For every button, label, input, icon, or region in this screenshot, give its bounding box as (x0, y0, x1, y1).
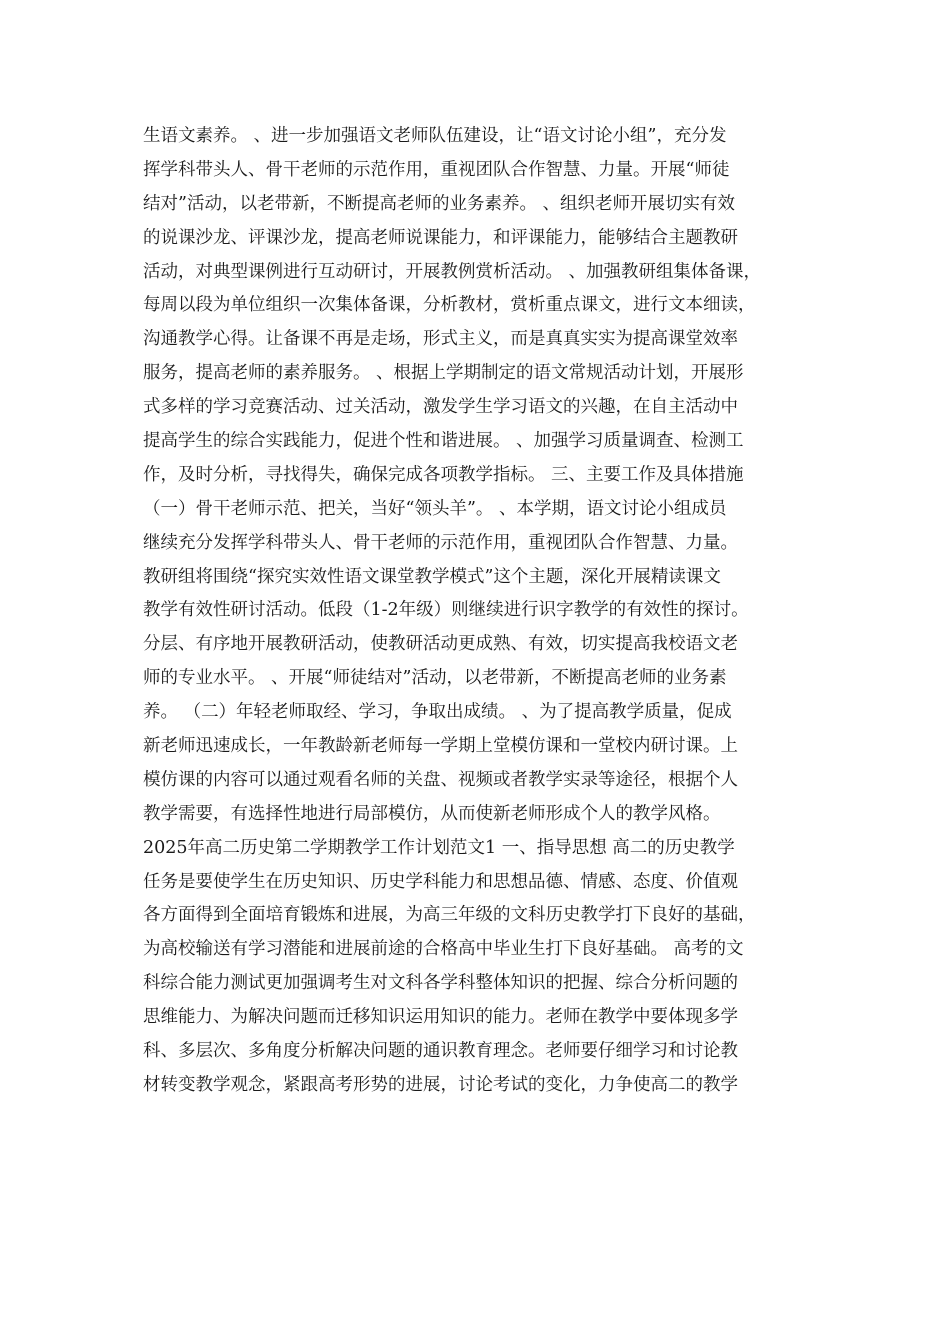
text-line: 沟通教学心得。让备课不再是走场，形式主义，而是真真实实为提高课堂效率 (143, 329, 738, 350)
text-line: 教研组将围绕“探究实效性语文课堂教学模式”这个主题，深化开展精读课文 (143, 566, 721, 587)
text-line: 分层、有序地开展教研活动，使教研活动更成熟、有效，切实提高我校语文老 (143, 634, 738, 655)
text-line: 师的专业水平。 、开展“师徒结对”活动，以老带新，不断提高老师的业务素 (143, 668, 727, 689)
text-line: 式多样的学习竞赛活动、过关活动，激发学生学习语文的兴趣，在自主活动中 (143, 397, 738, 418)
text-line: 每周以段为单位组织一次集体备课，分析教材，赏析重点课文，进行文本细读， (143, 295, 756, 316)
text-line: 新老师迅速成长，一年教龄新老师每一学期上堂模仿课和一堂校内研讨课。上 (143, 736, 738, 757)
text-line: 服务，提高老师的素养服务。 、根据上学期制定的语文常规活动计划，开展形 (143, 363, 744, 384)
text-line: 继续充分发挥学科带头人、骨干老师的示范作用，重视团队合作智慧、力量。 (143, 532, 738, 553)
text-line: 生语文素养。 、进一步加强语文老师队伍建设，让“语文讨论小组”，充分发 (143, 126, 727, 146)
text-line: 各方面得到全面培育锻炼和进展，为高三年级的文科历史教学打下良好的基础， (143, 905, 756, 926)
text-line: 提高学生的综合实践能力，促进个性和谐进展。 、加强学习质量调查、检测工 (143, 431, 744, 452)
text-line: 思维能力、为解决问题而迁移知识运用知识的能力。老师在教学中要体现多学 (143, 1007, 738, 1028)
text-line: 2025年高二历史第二学期教学工作计划范文1 一、指导思想 高二的历史教学 (143, 837, 735, 858)
text-line: 养。 （二）年轻老师取经、学习，争取出成绩。 、为了提高教学质量，促成 (143, 702, 732, 723)
text-line: 材转变教学观念，紧跟高考形势的进展，讨论考试的变化，力争使高二的教学 (143, 1074, 738, 1095)
text-line: 教学有效性研讨活动。低段（1-2年级）则继续进行识字教学的有效性的探讨。 (143, 600, 749, 621)
text-line: 教学需要，有选择性地进行局部模仿，从而使新老师形成个人的教学风格。 (143, 803, 721, 824)
text-line: 作，及时分析，寻找得失，确保完成各项教学指标。 三、主要工作及具体措施 (143, 464, 744, 485)
text-line: 的说课沙龙、评课沙龙，提高老师说课能力，和评课能力，能够结合主题教研 (143, 227, 738, 248)
body-text (143, 120, 823, 1103)
text-line: 挥学科带头人、骨干老师的示范作用，重视团队合作智慧、力量。开展“师徒 (143, 159, 730, 180)
text-line: 活动，对典型课例进行互动研讨，开展教例赏析活动。 、加强教研组集体备课， (143, 261, 762, 282)
text-line: 模仿课的内容可以通过观看名师的关盘、视频或者教学实录等途径，根据个人 (143, 769, 738, 790)
text-line: 科、多层次、多角度分析解决问题的通识教育理念。老师要仔细学习和讨论教 (143, 1041, 738, 1062)
text-line: （一）骨干老师示范、把关，当好“领头羊”。 、本学期，语文讨论小组成员 (143, 498, 727, 519)
text-line: 科综合能力测试更加强调考生对文科各学科整体知识的把握、综合分析问题的 (143, 973, 738, 994)
text-line: 任务是要使学生在历史知识、历史学科能力和思想品德、情感、态度、价值观 (143, 871, 738, 892)
text-line: 结对”活动，以老带新，不断提高老师的业务素养。 、组织老师开展切实有效 (143, 193, 736, 214)
text-line: 为高校输送有学习潜能和进展前途的合格高中毕业生打下良好基础。 高考的文 (143, 939, 744, 960)
